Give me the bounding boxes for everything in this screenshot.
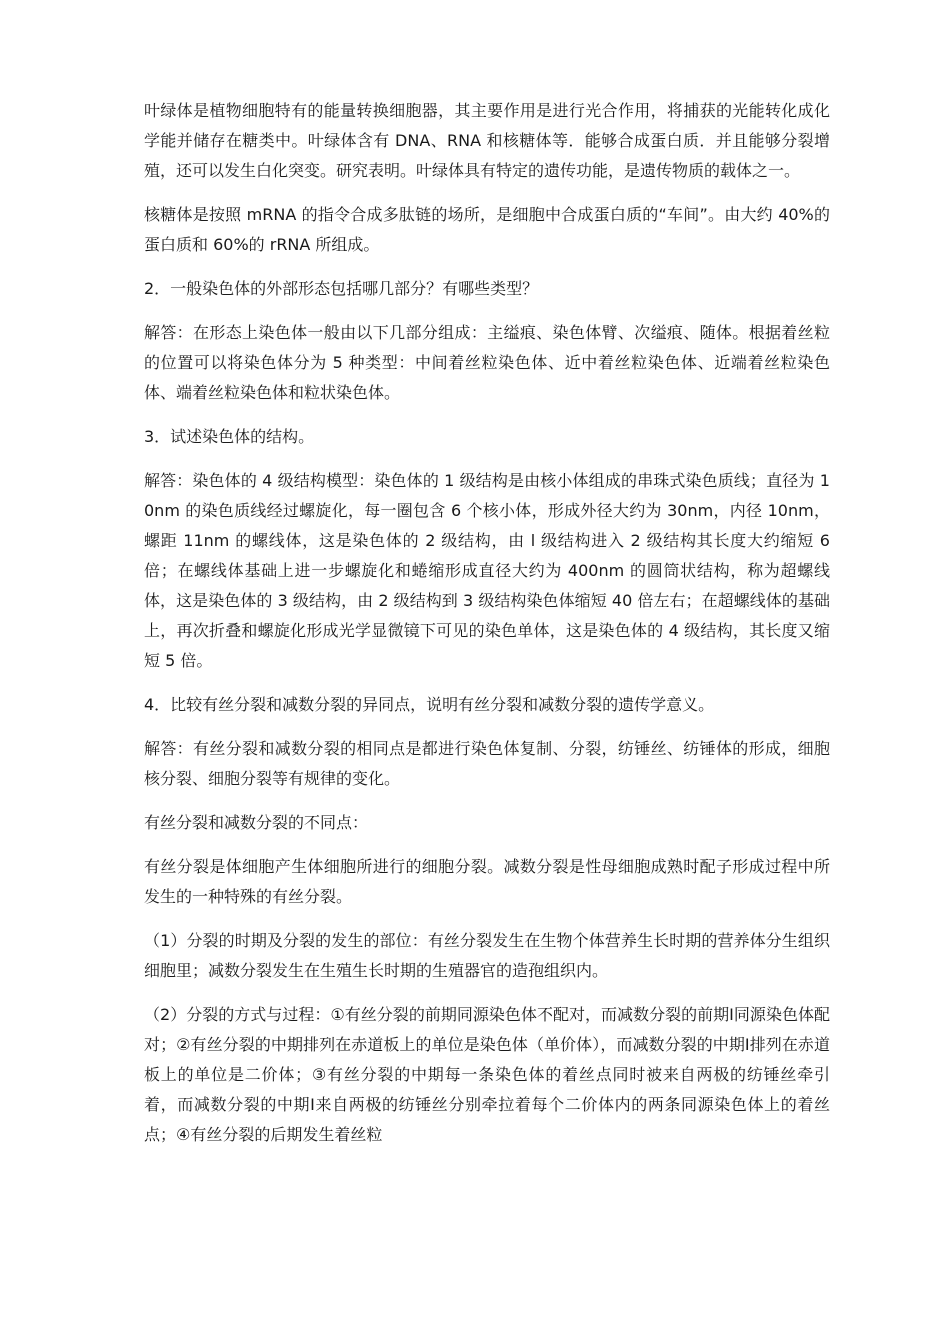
question-3: 3．试述染色体的结构。 <box>144 427 315 446</box>
answer-2: 解答：在形态上染色体一般由以下几部分组成：主缢痕、染色体臂、次缢痕、随体。根据着丝粒的位置可以将染色体分为 5 种类型：中间着丝粒染色体、近中着丝粒染色体、近端着丝粒染色体、端着丝粒染色体和粒状染色体。 <box>144 323 830 402</box>
answer-4-similarities: 解答：有丝分裂和减数分裂的相同点是都进行染色体复制、分裂，纺锤丝、纺锤体的形成，细胞核分裂、细胞分裂等有规律的变化。 <box>144 739 830 788</box>
differences-heading: 有丝分裂和减数分裂的不同点： <box>144 813 369 832</box>
differences-intro: 有丝分裂是体细胞产生体细胞所进行的细胞分裂。减数分裂是性母细胞成熟时配子形成过程中所发生的一种特殊的有丝分裂。 <box>144 857 830 906</box>
difference-item-1: （1）分裂的时期及分裂的发生的部位：有丝分裂发生在生物个体营养生长时期的营养体分生组织细胞里；减数分裂发生在生殖生长时期的生殖器官的造孢组织内。 <box>144 931 830 980</box>
difference-item-2: （2）分裂的方式与过程：①有丝分裂的前期同源染色体不配对，而减数分裂的前期Ⅰ同源染色体配对；②有丝分裂的中期排列在赤道板上的单位是染色体（单价体），而减数分裂的中期Ⅰ排列在赤道板上的单位是二价体；③有丝分裂的中期每一条染色体的着丝点同时被来自两极的纺锤丝牵引着，而减数分裂的中期Ⅰ来自两极的纺锤丝分别牵拉着每个二价体内的两条同源染色体上的着丝点；④有丝分裂的后期发生着丝粒 <box>144 1005 830 1144</box>
question-2: 2．一般染色体的外部形态包括哪几部分？有哪些类型？ <box>144 279 539 298</box>
question-4: 4．比较有丝分裂和减数分裂的异同点，说明有丝分裂和减数分裂的遗传学意义。 <box>144 695 715 714</box>
document-page <box>144 96 830 1164</box>
paragraph-ribosome: 核糖体是按照 mRNA 的指令合成多肽链的场所，是细胞中合成蛋白质的“车间”。由大约 40%的蛋白质和 60%的 rRNA 所组成。 <box>144 205 830 254</box>
answer-3: 解答：染色体的 4 级结构模型：染色体的 1 级结构是由核小体组成的串珠式染色质线；直径为 10nm 的染色质线经过螺旋化，每一圈包含 6 个核小体，形成外径大约为 30nm，内径 10nm，螺距 11nm 的螺线体，这是染色体的 2 级结构，由 l 级结构进入 2 级结构其长度大约缩短 6 倍；在螺线体基础上进一步螺旋化和蜷缩形成直径大约为 400nm 的圆筒状结构，称为超螺线体，这是染色体的 3 级结构，由 2 级结构到 3 级结构染色体缩短 40 倍左右；在超螺线体的基础上，再次折叠和螺旋化形成光学显微镜下可见的染色单体，这是染色体的 4 级结构，其长度又缩短 5 倍。 <box>144 471 830 670</box>
paragraph-chloroplast: 叶绿体是植物细胞特有的能量转换细胞器，其主要作用是进行光合作用，将捕获的光能转化成化学能并储存在糖类中。叶绿体含有 DNA、RNA 和核糖体等．能够合成蛋白质．并且能够分裂增殖，还可以发生白化突变。研究表明。叶绿体具有特定的遗传功能，是遗传物质的载体之一。 <box>144 101 830 180</box>
